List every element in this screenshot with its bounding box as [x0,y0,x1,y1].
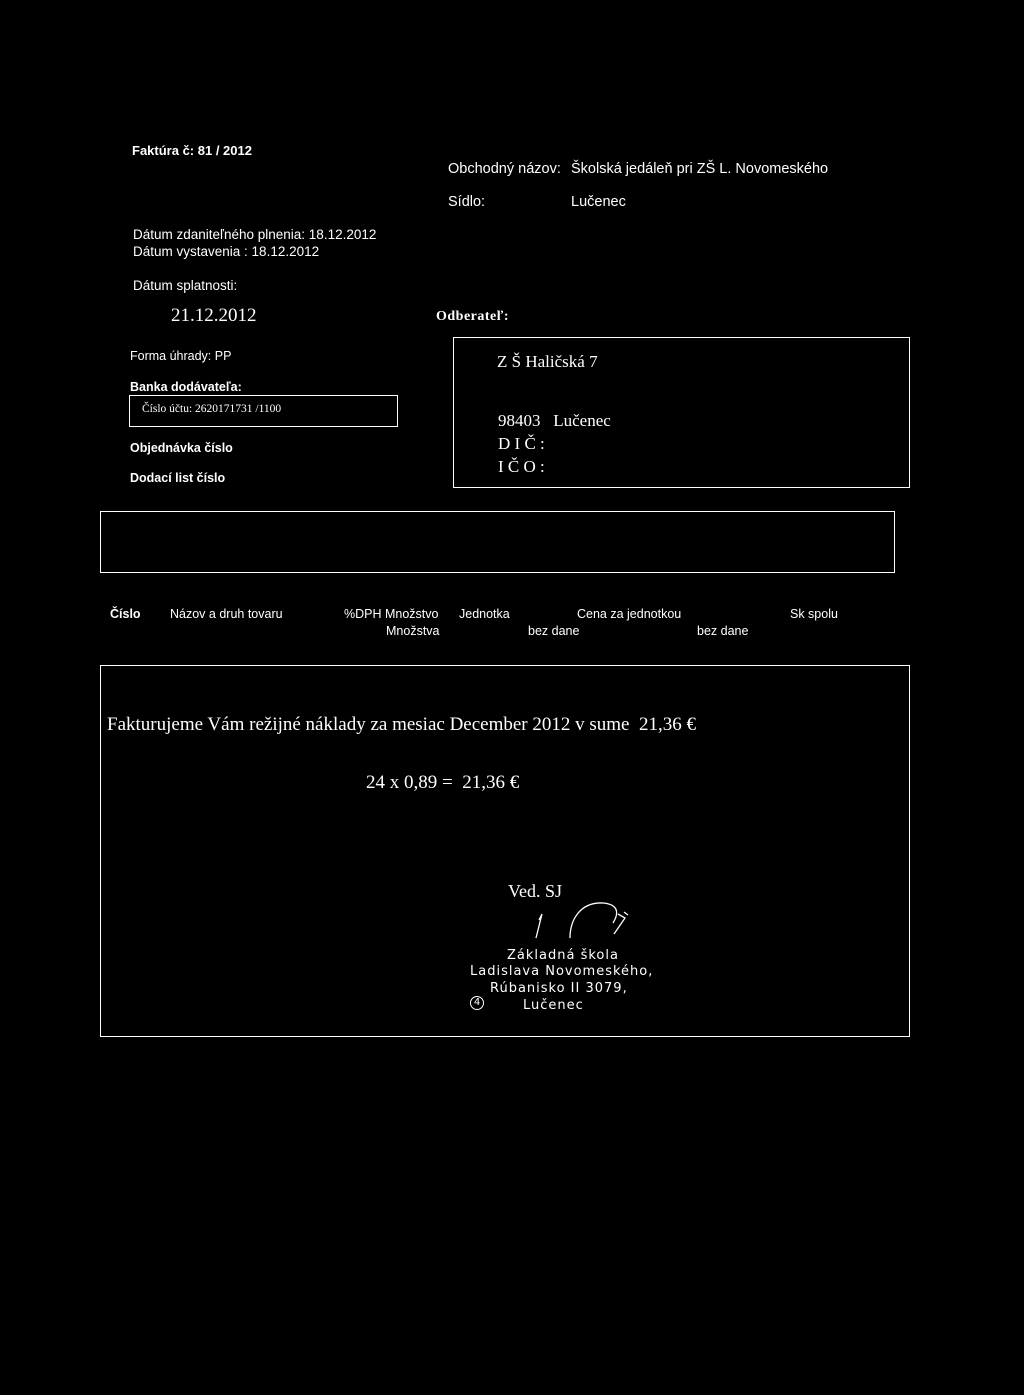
delivery-note-label: Dodací list číslo [130,471,226,485]
main-text: Fakturujeme Vám režijné náklady za mesiac December 2012 v sume 21,36 € [107,714,696,735]
order-number-label: Objednávka číslo [130,441,233,455]
bank-label: Banka dodávateľa: [130,380,242,394]
col-excl-vat-2: bez dane [697,624,749,638]
trade-name-label: Obchodný názov: [448,161,561,177]
col-number: Číslo [110,607,141,621]
customer-label: Odberateľ: [436,309,509,324]
col-excl-vat-1: bez dane [528,624,580,638]
stamp-number: 4 [473,997,481,1008]
stamp-line-4: Lučenec [523,998,584,1013]
col-quantity-sub: Množstva [386,624,440,638]
col-name: Názov a druh tovaru [170,607,283,621]
signature [525,898,645,943]
payment-form: Forma úhrady: PP [130,349,232,363]
invoice-title: Faktúra č: 81 / 2012 [132,143,252,158]
due-date-label: Dátum splatnosti: [133,278,238,293]
customer-street: Z Š Haličská 7 [497,352,598,371]
blank-info-box [100,511,895,573]
signatory: Ved. SJ [508,881,563,901]
stamp-line-3: Rúbanisko II 3079, [490,981,628,996]
customer-ico: I Č O : [498,457,545,476]
seat-label: Sídlo: [448,194,486,210]
col-total: Sk spolu [790,607,838,621]
col-unit-price: Cena za jednotkou [577,607,682,621]
stamp-number-circle [470,996,484,1010]
customer-dic: D I Č : [498,434,545,453]
account-number: Číslo účtu: 2620171731 /1100 [142,403,282,415]
stamp-line-1: Základná škola [507,948,619,963]
issue-date: Dátum vystavenia : 18.12.2012 [133,244,320,259]
col-unit: Jednotka [459,607,510,621]
due-date-value: 21.12.2012 [171,305,257,326]
col-vat-quantity: %DPH Množstvo [344,607,439,621]
trade-name-value: Školská jedáleň pri ZŠ L. Novomeského [571,161,829,177]
calculation: 24 x 0,89 = 21,36 € [366,772,520,793]
supply-date: Dátum zdaniteľného plnenia: 18.12.2012 [133,227,377,242]
seat-value: Lučenec [571,194,626,210]
stamp-line-2: Ladislava Novomeského, [470,964,654,979]
customer-city: 98403 Lučenec [498,411,611,430]
